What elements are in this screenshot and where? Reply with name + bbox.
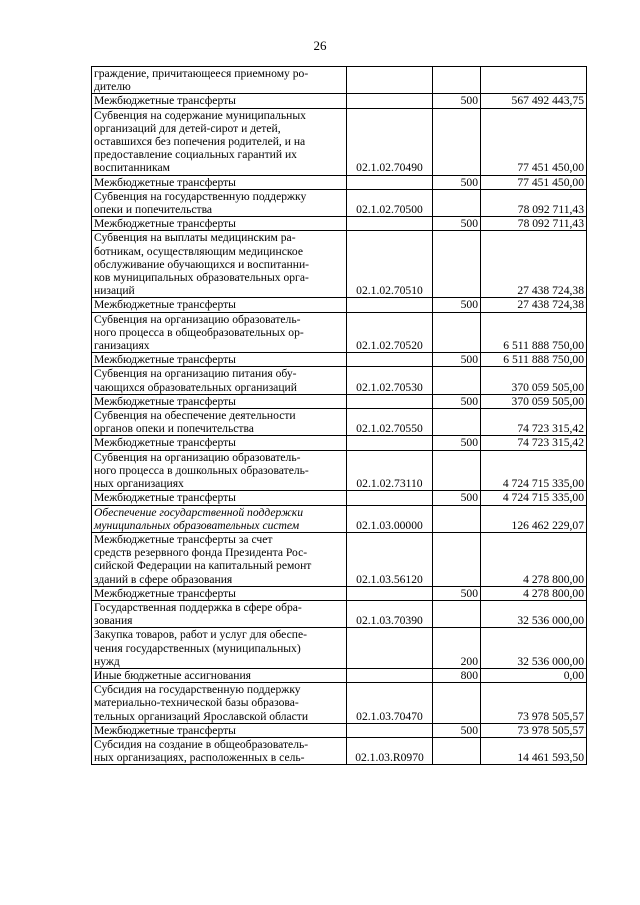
row-amount-cell	[481, 312, 587, 353]
row-name-cell-text: Субвенция на организацию образователь- ного процесса в общеобразовательных ор- ганизациях	[94, 312, 304, 353]
row-name-cell	[92, 409, 347, 436]
table-row	[92, 175, 587, 189]
row-code-cell	[347, 450, 433, 491]
row-amount-cell	[481, 505, 587, 532]
row-code-cell	[347, 586, 433, 600]
row-amount-cell-text: 6 511 888 750,00	[503, 353, 584, 367]
table-row	[92, 450, 587, 491]
row-amount-cell	[481, 353, 587, 367]
row-name-cell	[92, 189, 347, 216]
row-code-cell-text: 02.1.03.00000	[356, 518, 423, 532]
row-name-cell-text: Межбюджетные трансферты	[94, 217, 236, 231]
row-expense-type-cell	[433, 94, 481, 108]
row-expense-type-cell	[433, 532, 481, 586]
row-code-cell	[347, 668, 433, 682]
row-expense-type-cell	[433, 683, 481, 724]
row-name-cell-text: Межбюджетные трансферты	[94, 586, 236, 600]
table-row	[92, 312, 587, 353]
row-amount-cell	[481, 628, 587, 669]
row-expense-type-cell-text: 200	[460, 654, 478, 668]
row-expense-type-cell	[433, 189, 481, 216]
row-amount-cell	[481, 436, 587, 450]
row-expense-type-cell	[433, 505, 481, 532]
row-amount-cell-text: 0,00	[563, 668, 584, 682]
table-row	[92, 353, 587, 367]
row-expense-type-cell	[433, 394, 481, 408]
row-code-cell	[347, 353, 433, 367]
row-name-cell	[92, 217, 347, 231]
row-name-cell	[92, 505, 347, 532]
row-expense-type-cell	[433, 367, 481, 394]
row-name-cell	[92, 298, 347, 312]
row-code-cell-text: 02.1.02.70520	[356, 339, 423, 353]
row-name-cell-text: граждение, причитающееся приемному ро- дителю	[94, 67, 309, 94]
row-name-cell	[92, 586, 347, 600]
table-row	[92, 683, 587, 724]
row-amount-cell-text: 370 059 505,00	[511, 380, 584, 394]
row-name-cell	[92, 737, 347, 764]
row-name-cell-text: Субвенция на выплаты медицинским ра- ботникам, осуществляющим медицинское обслуживание обучающихся и воспитанни- ков муниципальных образовательных орга- низаций	[94, 231, 310, 298]
row-code-cell	[347, 298, 433, 312]
row-expense-type-cell	[433, 409, 481, 436]
budget-table-body	[92, 67, 587, 765]
row-amount-cell	[481, 94, 587, 108]
row-amount-cell	[481, 217, 587, 231]
row-expense-type-cell-text: 500	[460, 586, 478, 600]
row-name-cell-text: Межбюджетные трансферты	[94, 394, 236, 408]
row-code-cell-text: 02.1.03.56120	[356, 572, 423, 586]
table-row	[92, 394, 587, 408]
row-expense-type-cell-text: 500	[460, 436, 478, 450]
row-code-cell	[347, 436, 433, 450]
row-code-cell	[347, 312, 433, 353]
table-row	[92, 108, 587, 175]
row-expense-type-cell-text: 500	[460, 298, 478, 312]
table-row	[92, 628, 587, 669]
row-name-cell	[92, 108, 347, 175]
row-code-cell-text: 02.1.02.73110	[356, 477, 423, 491]
row-expense-type-cell	[433, 436, 481, 450]
row-expense-type-cell	[433, 67, 481, 94]
row-expense-type-cell	[433, 217, 481, 231]
row-name-cell	[92, 532, 347, 586]
row-amount-cell-text: 4 724 715 335,00	[502, 491, 584, 505]
row-amount-cell	[481, 189, 587, 216]
row-amount-cell	[481, 108, 587, 175]
row-expense-type-cell	[433, 175, 481, 189]
row-name-cell-text: Межбюджетные трансферты	[94, 723, 236, 737]
row-name-cell	[92, 231, 347, 298]
row-name-cell	[92, 450, 347, 491]
row-name-cell-text: Субвенция на государственную поддержку опеки и попечительства	[94, 189, 307, 217]
row-name-cell	[92, 723, 347, 737]
row-name-cell-text: Субвенция на организацию образователь- ного процесса в дошкольных образователь- ных организациях	[94, 450, 309, 491]
row-amount-cell	[481, 668, 587, 682]
row-name-cell	[92, 367, 347, 394]
row-code-cell-text: 02.1.03.70390	[356, 614, 423, 628]
row-code-cell	[347, 532, 433, 586]
row-expense-type-cell-text: 500	[460, 723, 478, 737]
row-amount-cell	[481, 409, 587, 436]
row-name-cell	[92, 628, 347, 669]
row-amount-cell-text: 567 492 443,75	[511, 94, 584, 108]
row-name-cell-text: Закупка товаров, работ и услуг для обеспе- чения государственных (муниципальных) нужд	[94, 628, 307, 668]
row-code-cell	[347, 505, 433, 532]
row-expense-type-cell	[433, 600, 481, 627]
row-amount-cell-text: 126 462 229,07	[511, 518, 584, 532]
row-expense-type-cell	[433, 353, 481, 367]
row-amount-cell-text: 27 438 724,38	[517, 298, 584, 312]
row-name-cell-text: Субвенция на содержание муниципальных организаций для детей-сирот и детей, оставшихся без попечения родителей, и на предоставление социальных гарантий их воспитанникам	[94, 108, 306, 175]
row-code-cell	[347, 189, 433, 216]
row-code-cell-text: 02.1.02.70500	[356, 203, 423, 217]
row-amount-cell-text: 78 092 711,43	[517, 203, 584, 217]
table-row	[92, 189, 587, 216]
row-name-cell-text: Межбюджетные трансферты	[94, 353, 236, 367]
table-row	[92, 231, 587, 298]
row-expense-type-cell	[433, 108, 481, 175]
row-amount-cell-text: 74 723 315,42	[517, 422, 584, 436]
row-code-cell	[347, 108, 433, 175]
row-name-cell	[92, 353, 347, 367]
row-name-cell	[92, 67, 347, 94]
row-expense-type-cell	[433, 668, 481, 682]
row-expense-type-cell-text: 500	[460, 217, 478, 231]
row-name-cell-text: Межбюджетные трансферты	[94, 94, 236, 108]
row-amount-cell	[481, 67, 587, 94]
row-amount-cell-text: 14 461 593,50	[517, 751, 584, 765]
table-row	[92, 586, 587, 600]
row-expense-type-cell	[433, 586, 481, 600]
table-row	[92, 723, 587, 737]
row-amount-cell	[481, 586, 587, 600]
row-amount-cell-text: 74 723 315,42	[517, 436, 584, 450]
table-row	[92, 505, 587, 532]
page-number: 26	[313, 38, 327, 53]
row-name-cell	[92, 683, 347, 724]
row-amount-cell	[481, 723, 587, 737]
table-row	[92, 367, 587, 394]
row-amount-cell	[481, 450, 587, 491]
row-code-cell	[347, 231, 433, 298]
row-expense-type-cell	[433, 628, 481, 669]
row-name-cell-text: Государственная поддержка в сфере обра- зования	[94, 600, 302, 628]
row-amount-cell-text: 73 978 505,57	[517, 723, 584, 737]
row-code-cell-text: 02.1.02.70510	[356, 284, 423, 298]
row-code-cell	[347, 67, 433, 94]
row-amount-cell	[481, 175, 587, 189]
row-code-cell	[347, 409, 433, 436]
row-expense-type-cell	[433, 737, 481, 764]
row-code-cell	[347, 394, 433, 408]
row-expense-type-cell	[433, 231, 481, 298]
row-amount-cell	[481, 367, 587, 394]
row-amount-cell-text: 6 511 888 750,00	[503, 339, 584, 353]
row-code-cell-text: 02.1.02.70530	[356, 380, 423, 394]
row-name-cell-text: Межбюджетные трансферты	[94, 298, 236, 312]
row-amount-cell	[481, 298, 587, 312]
row-code-cell	[347, 683, 433, 724]
row-name-cell-text: Межбюджетные трансферты за счет средств резервного фонда Президента Рос- сийской Федерации на капитальный ремонт зданий в сфере образования	[94, 532, 312, 586]
row-code-cell-text: 02.1.03.R0970	[355, 751, 424, 765]
row-name-cell-text: Обеспечение государственной поддержки муниципальных образовательных систем	[94, 505, 304, 532]
row-code-cell	[347, 94, 433, 108]
row-name-cell-text: Иные бюджетные ассигнования	[94, 668, 251, 682]
row-code-cell-text: 02.1.02.70550	[356, 422, 423, 436]
row-amount-cell	[481, 600, 587, 627]
row-amount-cell	[481, 231, 587, 298]
table-row	[92, 737, 587, 764]
row-name-cell	[92, 668, 347, 682]
row-expense-type-cell	[433, 491, 481, 505]
row-name-cell	[92, 312, 347, 353]
row-amount-cell	[481, 394, 587, 408]
row-name-cell-text: Межбюджетные трансферты	[94, 491, 236, 505]
row-amount-cell-text: 32 536 000,00	[517, 614, 584, 628]
row-expense-type-cell-text: 500	[460, 94, 478, 108]
row-expense-type-cell-text: 500	[460, 175, 478, 189]
row-amount-cell-text: 4 278 800,00	[523, 572, 584, 586]
row-code-cell	[347, 491, 433, 505]
row-name-cell	[92, 94, 347, 108]
row-amount-cell-text: 73 978 505,57	[517, 709, 584, 723]
row-name-cell-text: Межбюджетные трансферты	[94, 175, 236, 189]
table-row	[92, 409, 587, 436]
row-code-cell	[347, 628, 433, 669]
row-code-cell	[347, 367, 433, 394]
row-code-cell	[347, 175, 433, 189]
row-amount-cell-text: 4 278 800,00	[523, 586, 584, 600]
row-expense-type-cell-text: 500	[460, 353, 478, 367]
row-name-cell-text: Субсидия на создание в общеобразователь- ных организациях, расположенных в сель-	[94, 737, 309, 765]
row-expense-type-cell	[433, 723, 481, 737]
row-amount-cell	[481, 683, 587, 724]
row-expense-type-cell-text: 500	[460, 491, 478, 505]
table-row	[92, 600, 587, 627]
row-expense-type-cell	[433, 312, 481, 353]
budget-table	[91, 66, 587, 765]
table-row	[92, 67, 587, 94]
row-amount-cell-text: 4 724 715 335,00	[502, 477, 584, 491]
row-name-cell	[92, 491, 347, 505]
row-amount-cell-text: 32 536 000,00	[517, 654, 584, 668]
row-code-cell	[347, 737, 433, 764]
row-name-cell-text: Субвенция на организацию питания обу- чающихся образовательных организаций	[94, 367, 297, 394]
row-code-cell-text: 02.1.03.70470	[356, 709, 423, 723]
row-name-cell-text: Субсидия на государственную поддержку материально-технической базы образова- тельных организаций Ярославской области	[94, 683, 309, 723]
table-row	[92, 217, 587, 231]
row-amount-cell-text: 78 092 711,43	[517, 217, 584, 231]
row-expense-type-cell-text: 800	[460, 668, 478, 682]
row-amount-cell	[481, 737, 587, 764]
row-code-cell	[347, 600, 433, 627]
row-name-cell	[92, 175, 347, 189]
table-row	[92, 668, 587, 682]
row-code-cell	[347, 217, 433, 231]
table-row	[92, 436, 587, 450]
row-expense-type-cell	[433, 450, 481, 491]
row-expense-type-cell	[433, 298, 481, 312]
row-code-cell-text: 02.1.02.70490	[356, 161, 423, 175]
row-code-cell	[347, 723, 433, 737]
table-row	[92, 532, 587, 586]
table-row	[92, 298, 587, 312]
table-row	[92, 491, 587, 505]
row-amount-cell	[481, 491, 587, 505]
row-name-cell-text: Межбюджетные трансферты	[94, 436, 236, 450]
row-amount-cell	[481, 532, 587, 586]
row-name-cell	[92, 600, 347, 627]
row-name-cell	[92, 394, 347, 408]
table-row	[92, 94, 587, 108]
row-name-cell-text: Субвенция на обеспечение деятельности органов опеки и попечительства	[94, 409, 296, 436]
row-amount-cell-text: 77 451 450,00	[517, 175, 584, 189]
row-expense-type-cell-text: 500	[460, 394, 478, 408]
row-amount-cell-text: 27 438 724,38	[517, 284, 584, 298]
row-amount-cell-text: 77 451 450,00	[517, 161, 584, 175]
row-name-cell	[92, 436, 347, 450]
row-amount-cell-text: 370 059 505,00	[511, 394, 584, 408]
